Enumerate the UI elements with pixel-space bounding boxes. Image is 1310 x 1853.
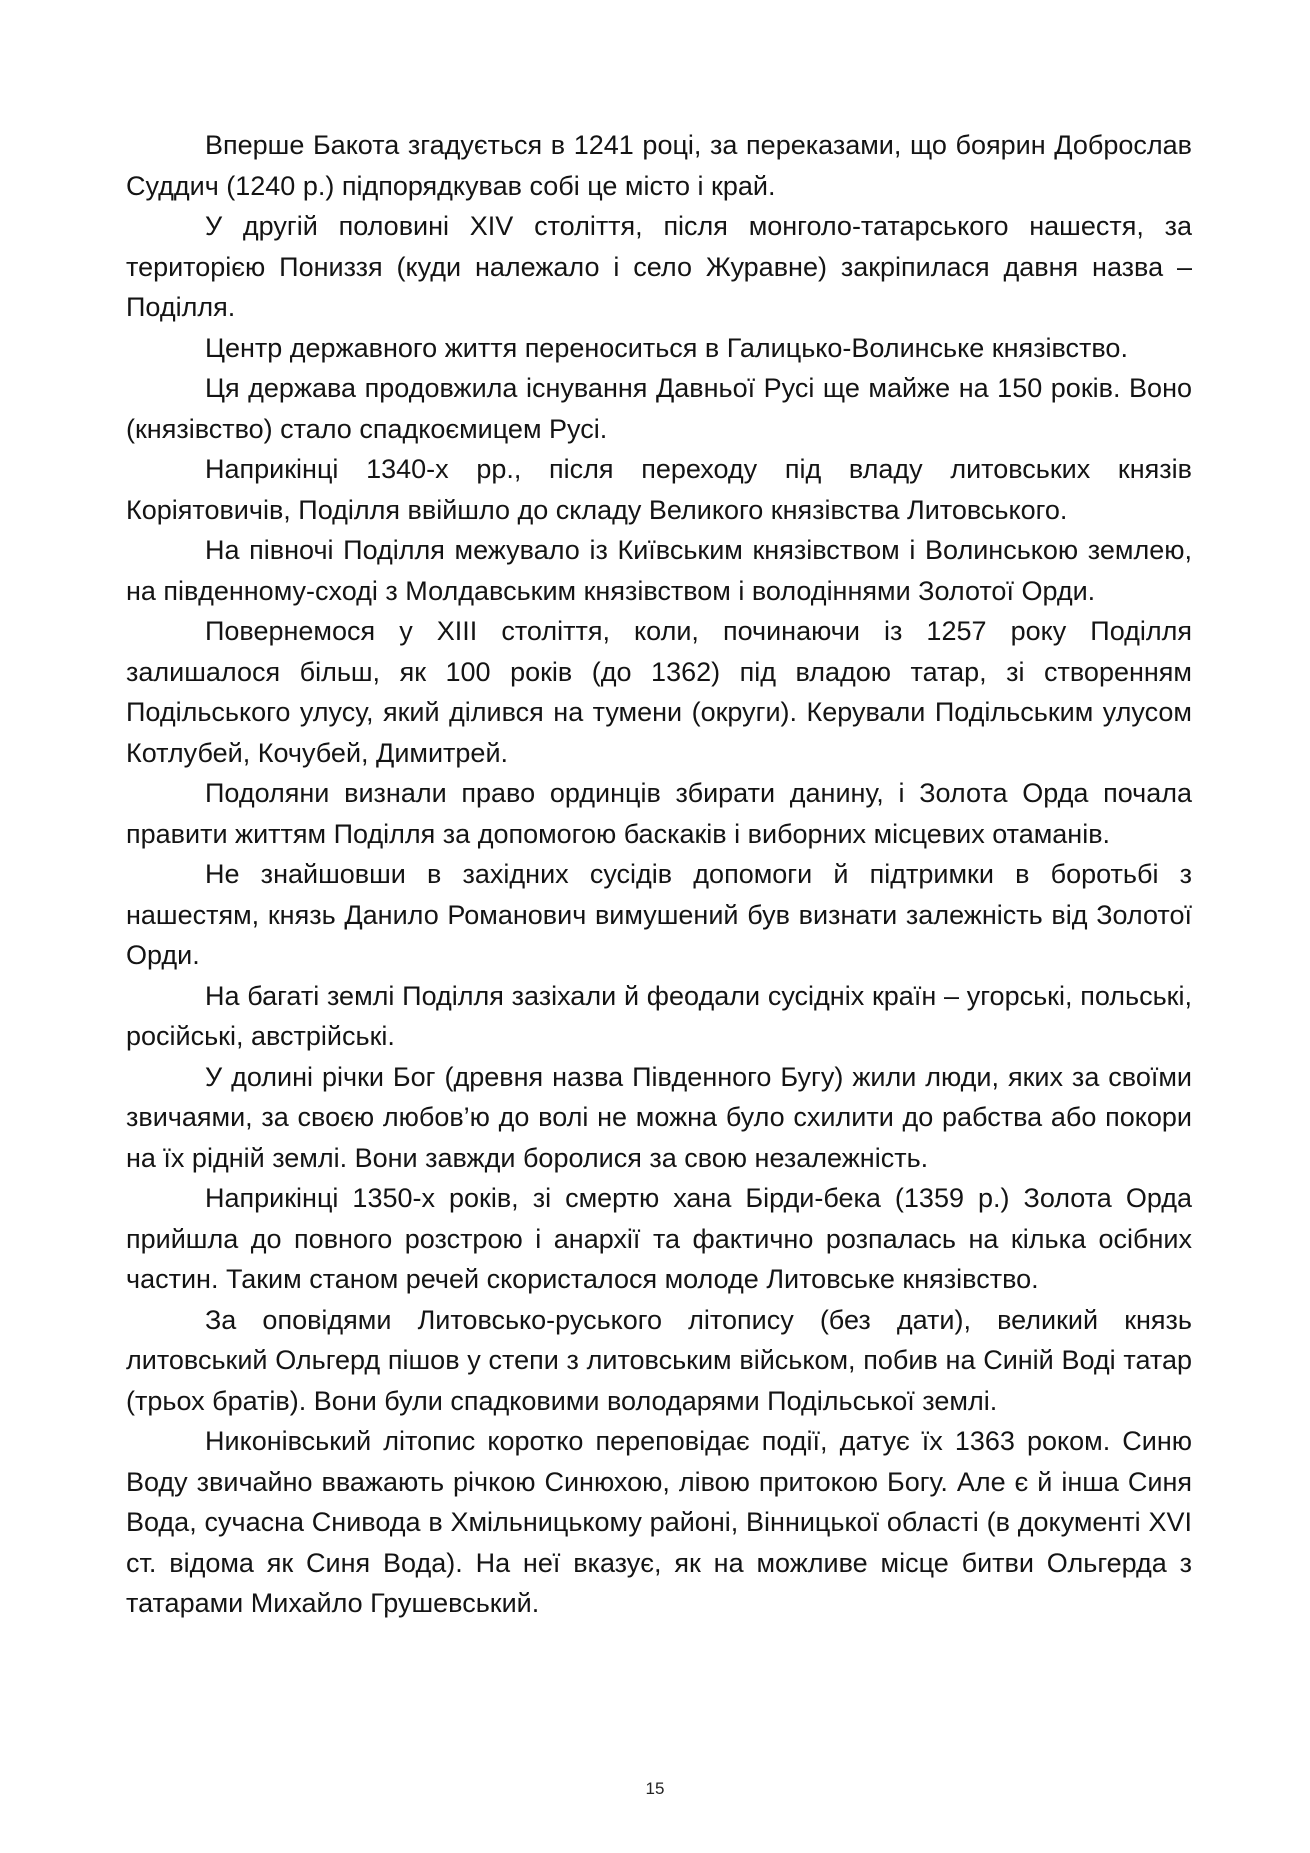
paragraph: На півночі Поділля межувало із Київським князівством і Волинською землею, на південному-сході з Молдавським князівством і володіннями Золотої Орди. — [126, 535, 1192, 606]
paragraph: За оповідями Литовсько-руського літопису (без дати), великий князь литовський Ольгерд пішов у степи з литовським військом, побив на Синій Воді татар (трьох братів). Вони були спадковими володарями Подільської землі. — [126, 1304, 1192, 1416]
paragraph: Повернемося у XIII століття, коли, починаючи із 1257 року Поділля залишалося більш, як 100 років (до 1362) під владою татар, зі створенням Подільського улусу, який ділився на тумени (округи). Керували Подільським улусом Котлубей, Кочубей, Димитрей. — [126, 616, 1192, 768]
paragraph: Ця держава продовжила існування Давньої Русі ще майже на 150 років. Воно (князівство) стало спадкоємицем Русі. — [126, 373, 1192, 444]
paragraph: Подоляни визнали право ординців збирати данину, і Золота Орда почала правити життям Поділля за допомогою баскаків і виборних місцевих отаманів. — [126, 778, 1192, 849]
paragraph: На багаті землі Поділля зазіхали й феодали сусідніх країн – угорські, польські, російські, австрійські. — [126, 980, 1192, 1051]
paragraph: Наприкінці 1340-х рр., після переходу під владу литовських князів Коріятовичів, Поділля ввійшло до складу Великого князівства Литовського. — [126, 454, 1192, 525]
paragraph: Центр державного життя переноситься в Галицько-Волинське князівство. — [205, 332, 1128, 363]
body-text — [126, 125, 1192, 1624]
paragraph: У другій половині XIV століття, після монголо-татарського нашестя, за територією Пониззя (куди належало і село Журавне) закріпилася давня назва – Поділля. — [126, 211, 1192, 322]
paragraph: Никонівський літопис коротко переповідає події, датує їх 1363 роком. Синю Воду звичайно вважають річкою Синюхою, лівою притокою Богу. Але є й інша Синя Вода, сучасна Снивода в Хмільницькому районі, Вінницької області (в документі XVI ст. відома як Синя Вода). На неї вказує, як на можливе місце битви Ольгерда з татарами Михайло Грушевський. — [126, 1426, 1192, 1618]
paragraph: У долині річки Бог (древня назва Південного Бугу) жили люди, яких за своїми звичаями, за своєю любов’ю до волі не можна було схилити до рабства або покори на їх рідній землі. Вони завжди боролися за свою незалежність. — [126, 1061, 1192, 1173]
paragraph: Вперше Бакота згадується в 1241 році, за переказами, що боярин Доброслав Суддич (1240 р.) підпорядкував собі це місто і край. — [126, 130, 1192, 201]
paragraph: Наприкінці 1350-х років, зі смертю хана Бірди-бека (1359 р.) Золота Орда прийшла до повного розстрою і анархії та фактично розпалась на кілька осібних частин. Таким станом речей скористалося молоде Литовське князівство. — [126, 1183, 1192, 1294]
page-number: 15 — [645, 1779, 665, 1798]
paragraph: Не знайшовши в західних сусідів допомоги й підтримки в боротьбі з нашестям, князь Данило Романович вимушений був визнати залежність від Золотої Орди. — [126, 859, 1192, 970]
